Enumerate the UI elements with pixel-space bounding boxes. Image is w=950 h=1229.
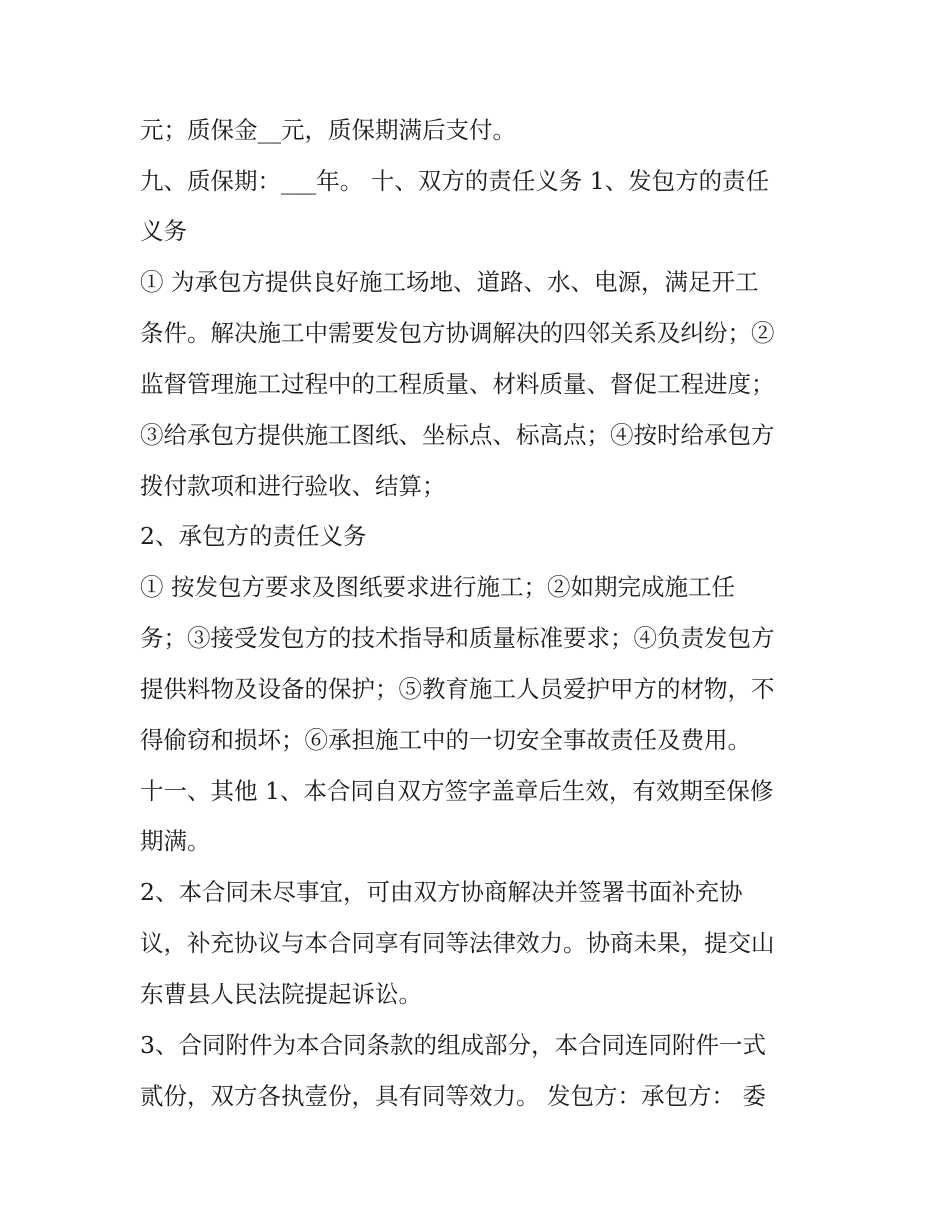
text-line: 议，补充协议与本合同享有同等法律效力。协商未果，提交山 xyxy=(140,929,775,957)
text-line: 九、质保期：___年。 十、双方的责任义务 1、发包方的责任 xyxy=(140,167,770,195)
text-line: 监督管理施工过程中的工程质量、材料质量、督促工程进度； xyxy=(140,370,775,398)
text-line: 期满。 xyxy=(140,827,211,855)
text-line: 务；③接受发包方的技术指导和质量标准要求；④负责发包方 xyxy=(140,624,775,652)
section-heading: 2、承包方的责任义务 xyxy=(140,522,367,550)
text-line: 义务 xyxy=(140,217,187,245)
text-line: 拨付款项和进行验收、结算； xyxy=(140,472,446,500)
text-line: 贰份，双方各执壹份，具有同等效力。 发包方：承包方： 委 xyxy=(140,1082,766,1110)
text-line: 2、本合同未尽事宜，可由双方协商解决并签署书面补充协 xyxy=(140,878,743,906)
text-line: 3、合同附件为本合同条款的组成部分，本合同连同附件一式 xyxy=(140,1031,766,1059)
text-line: ① 为承包方提供良好施工场地、道路、水、电源，满足开工 xyxy=(140,268,759,296)
text-line: 元；质保金__元，质保期满后支付。 xyxy=(140,116,516,144)
text-line: 十一、其他 1、本合同自双方签字盖章后生效，有效期至保修 xyxy=(140,777,774,805)
text-line: 东曹县人民法院提起诉讼。 xyxy=(140,980,422,1008)
text-line: 条件。解决施工中需要发包方协调解决的四邻关系及纠纷；② xyxy=(140,319,775,347)
text-line: ③给承包方提供施工图纸、坐标点、标高点；④按时给承包方 xyxy=(140,421,775,449)
text-line: 得偷窃和损坏；⑥承担施工中的一切安全事故责任及费用。 xyxy=(140,726,751,754)
text-line: ① 按发包方要求及图纸要求进行施工；②如期完成施工任 xyxy=(140,573,735,601)
text-line: 提供料物及设备的保护；⑤教育施工人员爱护甲方的材物，不 xyxy=(140,675,775,703)
